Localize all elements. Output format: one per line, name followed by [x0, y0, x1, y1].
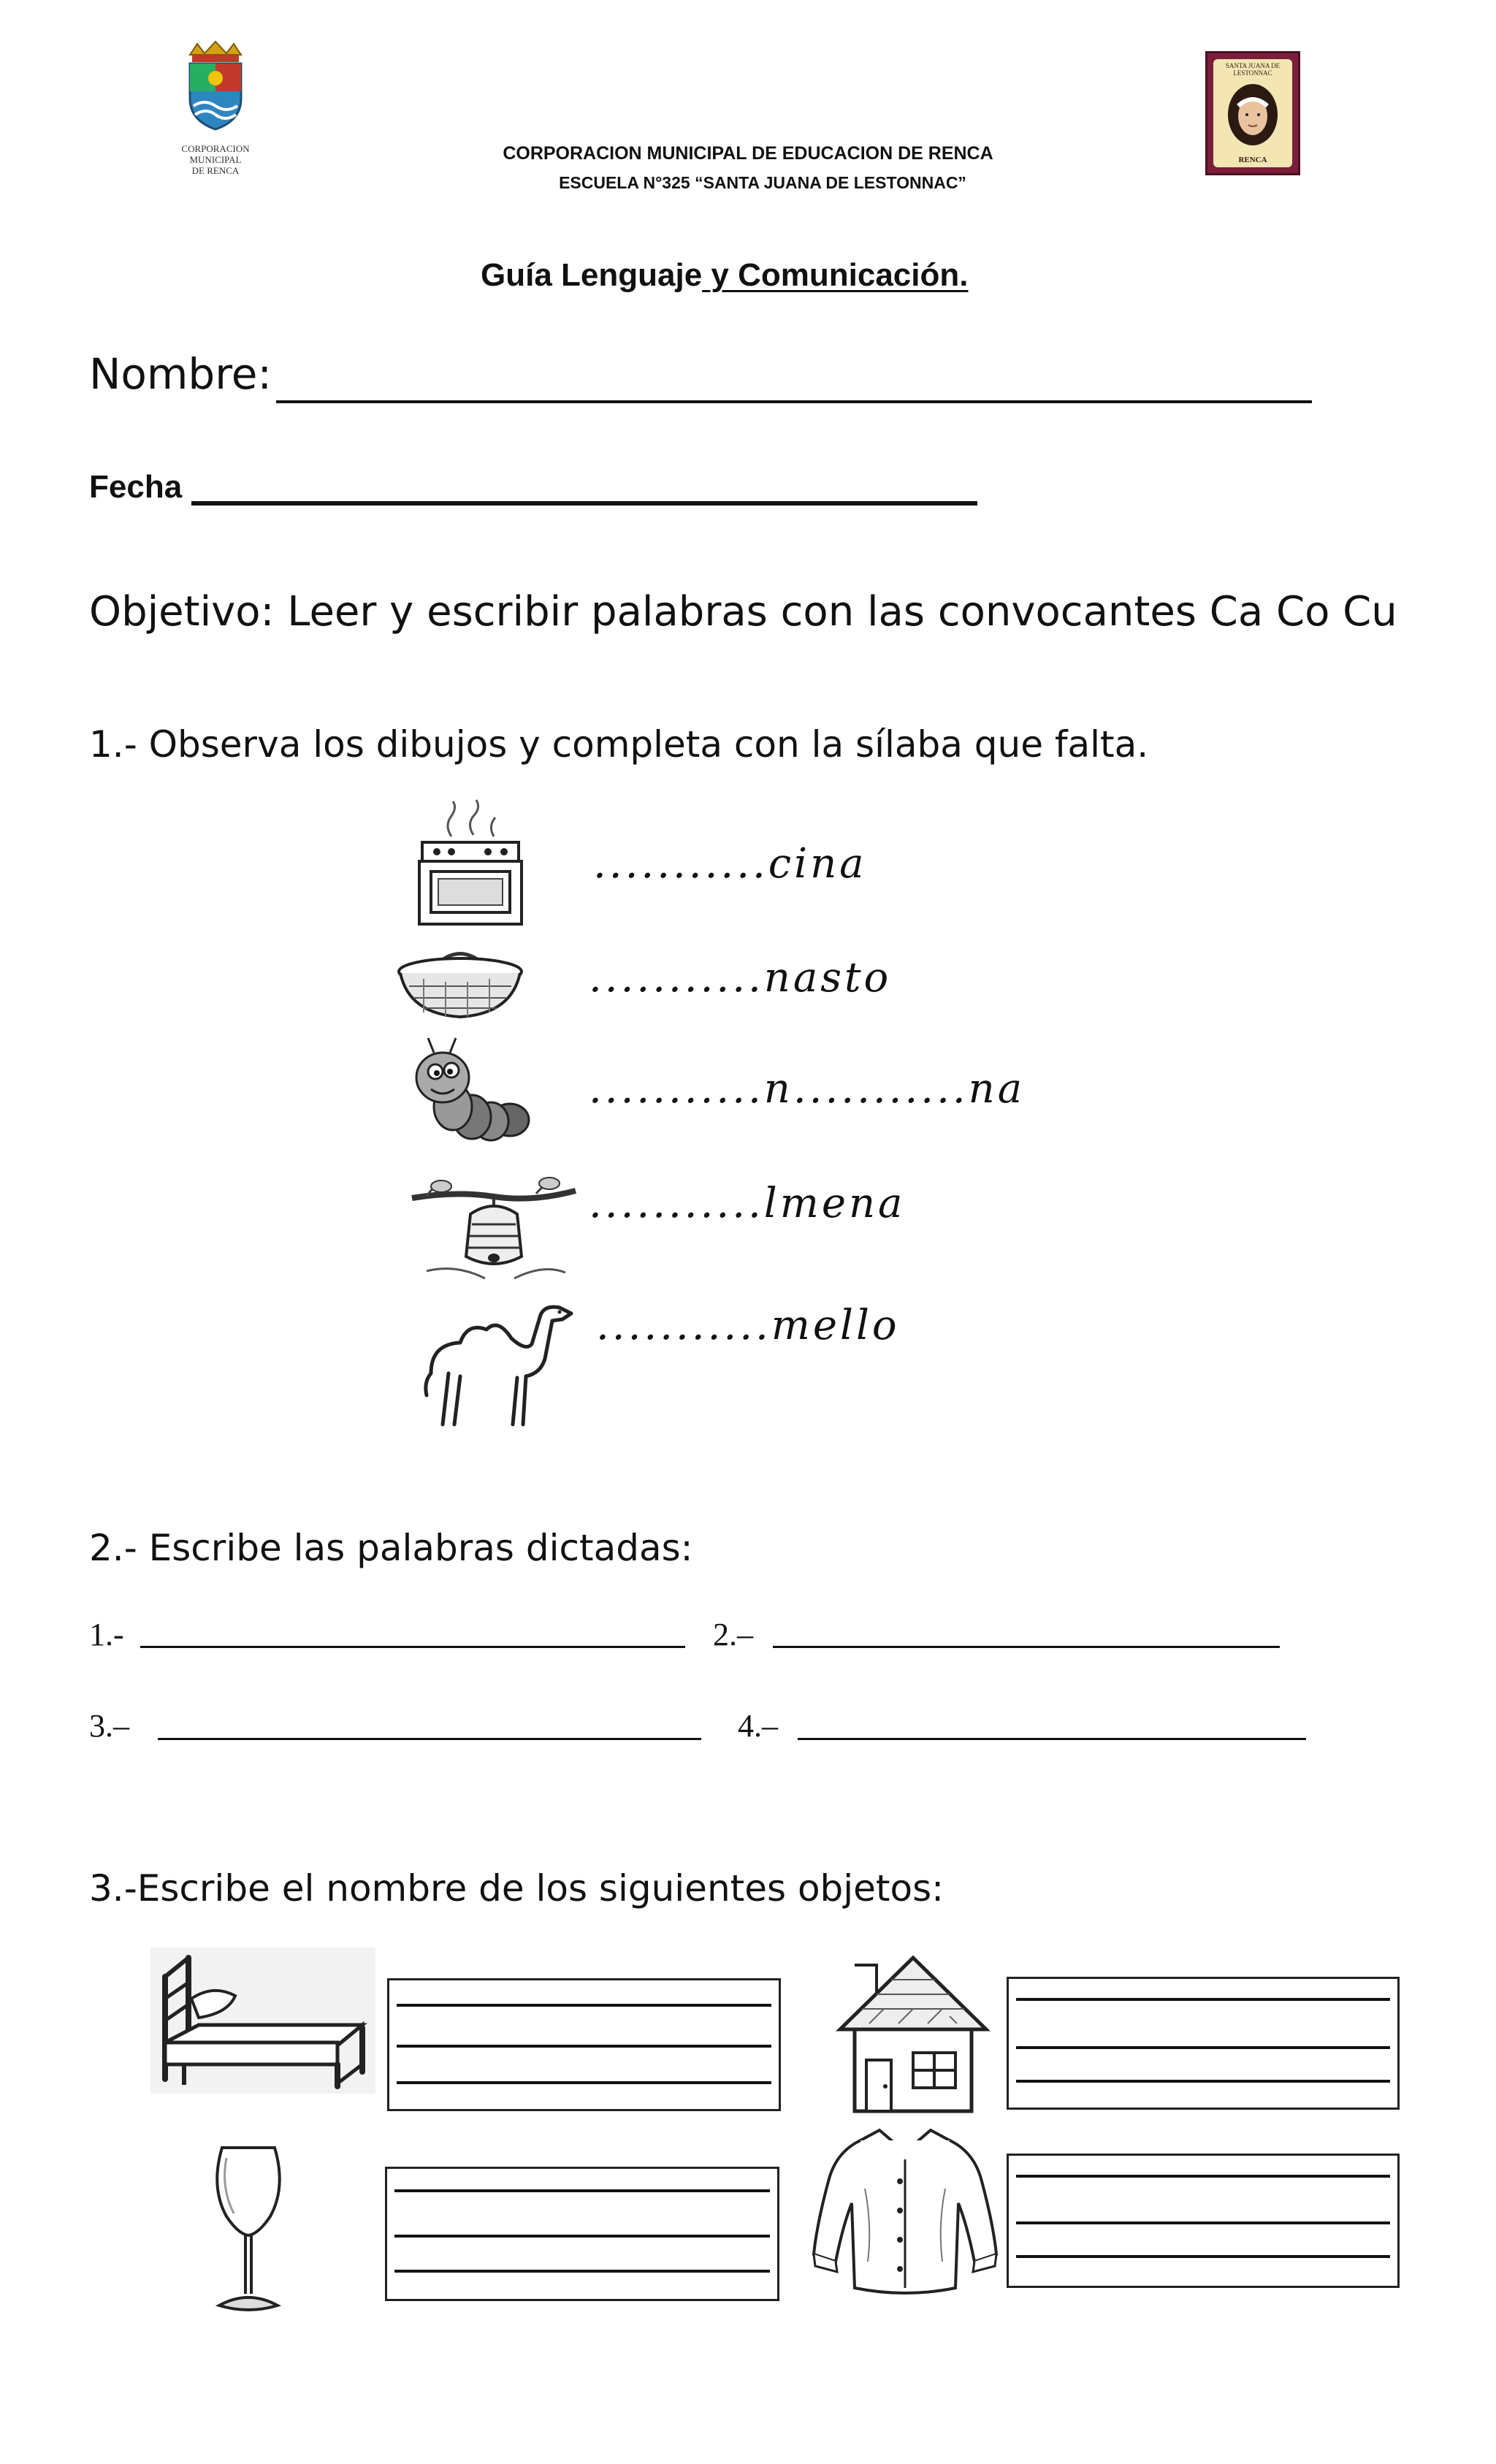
- dictation-line-1[interactable]: [140, 1646, 685, 1648]
- answer-line[interactable]: [1016, 2046, 1390, 2049]
- nombre-field[interactable]: [276, 400, 1312, 403]
- answer-line[interactable]: [394, 2270, 770, 2273]
- logo-text-line: MUNICIPAL: [189, 154, 242, 165]
- exercise1-item-text: ...........mello: [596, 1302, 900, 1349]
- dictation-line-3[interactable]: [158, 1738, 701, 1740]
- answer-line[interactable]: [397, 2004, 771, 2007]
- answer-line[interactable]: [394, 2189, 770, 2192]
- logo-text-line: RENCA: [1238, 156, 1267, 164]
- school-logo: [1205, 51, 1300, 175]
- school-name: ESCUELA N°325 “SANTA JUANA DE LESTONNAC”: [559, 173, 966, 192]
- logo-text-line: SANTA JUANA DE: [1225, 62, 1281, 69]
- answer-line[interactable]: [1016, 2221, 1390, 2224]
- bed-icon: [155, 1955, 374, 2094]
- dictation-label-3: 3.–: [89, 1708, 129, 1744]
- exercise2-instruction: 2.- Escribe las palabras dictadas:: [89, 1527, 693, 1569]
- answer-box-glass[interactable]: [385, 2167, 779, 2301]
- answer-line[interactable]: [1016, 2255, 1390, 2258]
- nombre-label: Nombre:: [89, 349, 272, 399]
- fecha-label: Fecha: [89, 469, 183, 505]
- coat-of-arms-icon: [157, 40, 274, 135]
- dictation-label-2: 2.–: [713, 1617, 753, 1652]
- answer-box-shirt[interactable]: [1007, 2154, 1400, 2288]
- shirt-icon: [806, 2123, 1004, 2298]
- house-icon: [833, 1950, 993, 2118]
- answer-line[interactable]: [1016, 1998, 1390, 2001]
- exercise1-item-text: ...........lmena: [589, 1180, 906, 1227]
- answer-box-bed[interactable]: [387, 1978, 781, 2111]
- dictation-label-4: 4.–: [738, 1708, 778, 1744]
- exercise1-item-text: ...........nasto: [589, 954, 892, 1002]
- dictation-line-4[interactable]: [798, 1738, 1306, 1740]
- exercise1-instruction: 1.- Observa los dibujos y completa con la sílaba que falta.: [89, 723, 1149, 766]
- logo-text-line: CORPORACION: [181, 143, 250, 154]
- organization-name: CORPORACION MUNICIPAL DE EDUCACION DE RENCA: [503, 143, 993, 164]
- title-part: Guía Lenguaje: [481, 257, 703, 293]
- answer-line[interactable]: [397, 2081, 771, 2084]
- objective-text: Objetivo: Leer y escribir palabras con las convocantes Ca Co Cu: [89, 588, 1397, 636]
- answer-line[interactable]: [397, 2045, 771, 2048]
- logo-text-line: LESTONNAC: [1233, 69, 1272, 77]
- answer-line[interactable]: [1016, 2080, 1390, 2083]
- exercise1-item-text: ...........n...........na: [589, 1065, 1026, 1113]
- basket-icon: [394, 941, 526, 1023]
- exercise1-item-text: ...........cina: [593, 840, 867, 888]
- dictation-line-2[interactable]: [773, 1646, 1280, 1648]
- page-title: [481, 257, 968, 294]
- answer-line[interactable]: [1016, 2175, 1390, 2178]
- beehive-icon: [412, 1176, 576, 1287]
- caterpillar-icon: [409, 1034, 533, 1151]
- fecha-field[interactable]: [191, 501, 977, 506]
- dictation-label-1: 1.-: [89, 1617, 124, 1652]
- title-part-underlined: y Comunicación.: [702, 257, 969, 293]
- logo-text-line: DE RENCA: [191, 165, 240, 176]
- camel-icon: [416, 1300, 579, 1428]
- exercise3-instruction: 3.-Escribe el nombre de los siguientes objetos:: [89, 1867, 944, 1910]
- saint-portrait-icon: [1213, 77, 1292, 157]
- wine-glass-icon: [205, 2143, 292, 2319]
- stove-icon: [415, 807, 526, 930]
- answer-box-house[interactable]: [1007, 1977, 1400, 2110]
- answer-line[interactable]: [394, 2235, 770, 2238]
